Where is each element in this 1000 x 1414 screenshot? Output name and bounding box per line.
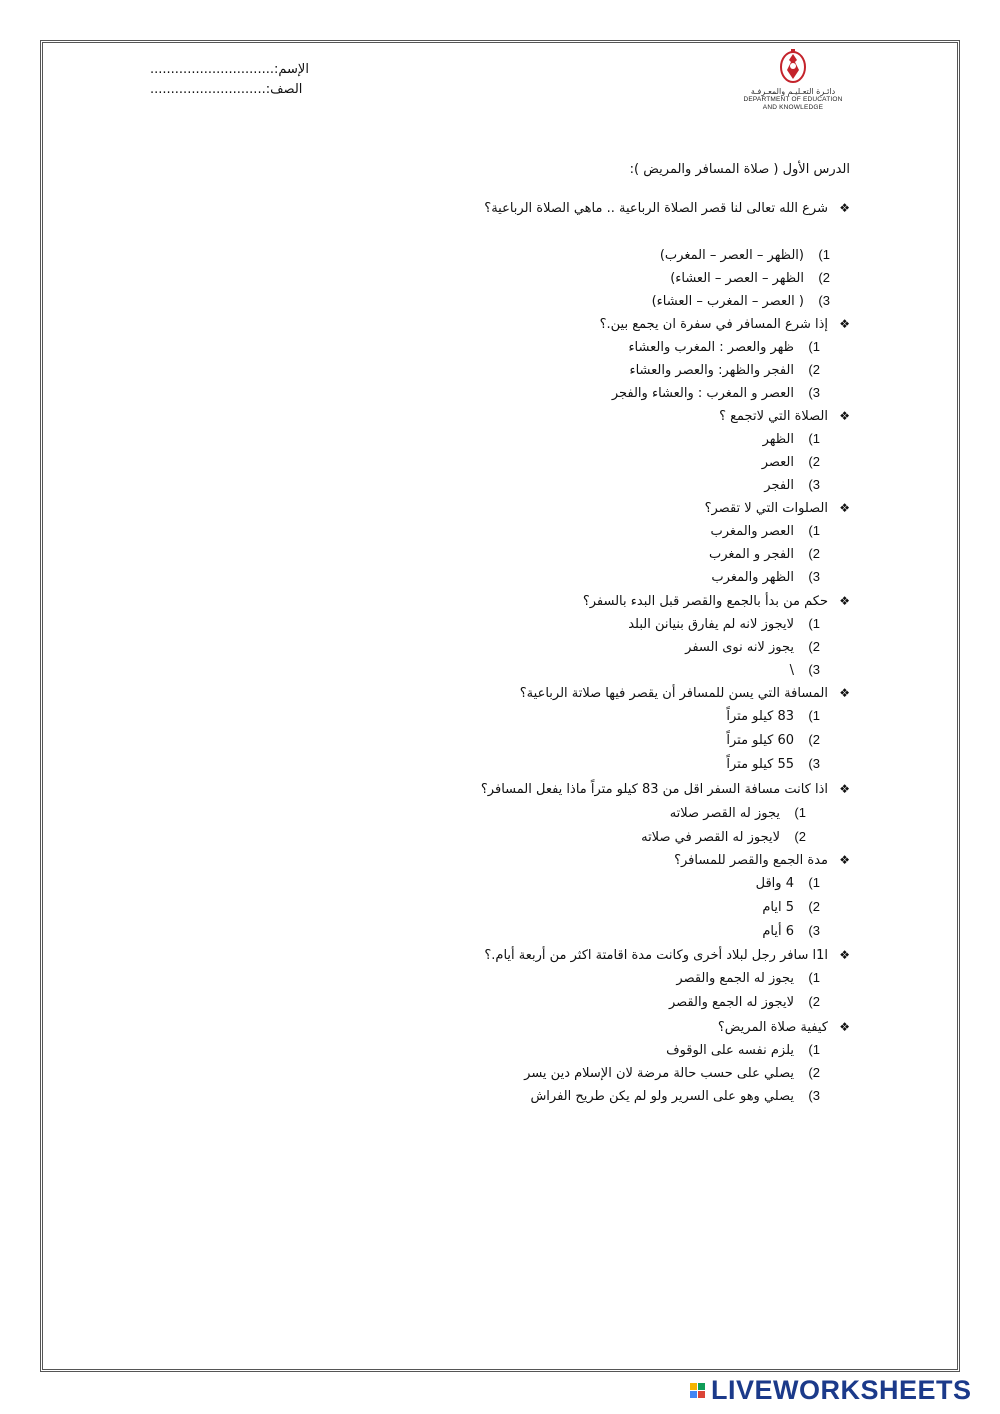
question-4-option-1[interactable] <box>711 521 820 541</box>
option-number: 1) <box>808 339 820 354</box>
question-10-option-2[interactable] <box>524 1063 820 1083</box>
question-text: إذا شرع المسافر في سفرة ان يجمع بين.؟ <box>599 317 828 332</box>
question-text: كيفية صلاة المريض؟ <box>717 1020 828 1035</box>
option-text: 55 كيلو متراً <box>726 757 794 772</box>
department-logo <box>738 46 848 126</box>
bullet-icon: ❖ <box>839 948 850 962</box>
option-text: \ <box>789 663 794 678</box>
question-10 <box>718 1017 850 1037</box>
question-5-option-2[interactable] <box>685 637 820 657</box>
lesson-title: الدرس الأول ( صلاة المسافر والمريض ): <box>629 162 850 177</box>
question-7-option-2[interactable] <box>641 827 806 847</box>
class-label: الصف: <box>265 82 303 97</box>
logo-square-3 <box>690 1391 697 1398</box>
option-number: 2) <box>808 362 820 377</box>
question-8-option-2[interactable] <box>762 897 820 917</box>
option-number: 1) <box>794 805 806 820</box>
option-text: 4 واقل <box>755 876 794 891</box>
option-number: 3) <box>808 1088 820 1103</box>
option-text: الظهر <box>762 432 794 447</box>
question-3-option-2[interactable] <box>762 452 820 472</box>
liveworksheets-logo-icon <box>690 1383 705 1398</box>
logo-arabic-text: دائـرة التعـليـم والمعـرفـة <box>750 87 836 96</box>
falcon-emblem-icon <box>778 46 808 86</box>
question-3-option-1[interactable] <box>763 429 820 449</box>
option-number: 1) <box>808 970 820 985</box>
liveworksheets-brand: LIVEWORKSHEETS <box>711 1374 972 1405</box>
option-text: الفجر والظهر: والعصر والعشاء <box>629 363 794 378</box>
option-number: 3) <box>808 756 820 771</box>
question-6-option-3[interactable] <box>726 754 820 774</box>
question-8-option-1[interactable] <box>756 873 820 893</box>
bullet-icon: ❖ <box>839 317 850 331</box>
question-2-option-2[interactable] <box>629 360 820 380</box>
question-4-option-3[interactable] <box>711 567 820 587</box>
option-text: الظهر والمغرب <box>711 570 794 585</box>
logo-english-line-1: DEPARTMENT OF EDUCATION <box>743 96 843 103</box>
question-8-option-3[interactable] <box>762 921 820 941</box>
option-text: 5 ايام <box>762 900 794 915</box>
class-field[interactable] <box>150 82 302 97</box>
question-9 <box>484 945 850 965</box>
option-text: 60 كيلو متراً <box>726 733 794 748</box>
option-number: 3) <box>808 477 820 492</box>
question-4-option-2[interactable] <box>709 544 820 564</box>
option-text: الفجر و المغرب <box>708 547 794 562</box>
question-3 <box>719 406 850 426</box>
name-field[interactable] <box>150 62 309 77</box>
bullet-icon: ❖ <box>839 409 850 423</box>
bullet-icon: ❖ <box>839 594 850 608</box>
option-number: 1) <box>808 875 820 890</box>
option-text: يجوز له القصر صلاته <box>669 806 780 821</box>
question-3-option-3[interactable] <box>764 475 820 495</box>
option-number: 3) <box>808 385 820 400</box>
option-number: 1) <box>808 523 820 538</box>
question-text: حكم من بدأ بالجمع والقصر قبل البدء بالسفر؟ <box>582 594 828 609</box>
logo-english-line-2: AND KNOWLEDGE <box>762 104 824 111</box>
question-text: الصلاة التي لاتجمع ؟ <box>719 409 828 424</box>
option-number: 3) <box>808 662 820 677</box>
question-10-option-3[interactable] <box>530 1086 820 1106</box>
liveworksheets-footer <box>690 1374 990 1406</box>
option-text: العصر <box>761 455 794 470</box>
bullet-icon: ❖ <box>839 782 850 796</box>
question-5-option-1[interactable] <box>628 614 820 634</box>
option-text: لايجوز له الجمع والقصر <box>668 995 794 1010</box>
option-number: 1) <box>808 708 820 723</box>
option-number: 1) <box>808 431 820 446</box>
logo-square-2 <box>698 1383 705 1390</box>
option-number: 2) <box>808 546 820 561</box>
question-7 <box>481 779 850 799</box>
question-5-option-3[interactable] <box>790 660 820 680</box>
option-number: 2) <box>808 732 820 747</box>
question-1-option-3[interactable] <box>652 291 830 311</box>
option-number: 1) <box>818 247 830 262</box>
option-text: الظهر – العصر – العشاء) <box>670 271 804 286</box>
question-6-option-2[interactable] <box>726 730 820 750</box>
question-7-option-1[interactable] <box>670 803 806 823</box>
option-text: 83 كيلو متراً <box>726 709 794 724</box>
bullet-icon: ❖ <box>839 1020 850 1034</box>
option-text: يلزم نفسه على الوقوف <box>666 1043 794 1058</box>
option-text: لايجوز لانه لم يفارق بنيانن البلد <box>628 617 794 632</box>
option-number: 2) <box>808 454 820 469</box>
question-9-option-1[interactable] <box>676 968 820 988</box>
option-number: 3) <box>818 293 830 308</box>
option-text: 6 أيام <box>762 924 794 939</box>
question-1-option-1[interactable] <box>660 245 830 265</box>
option-text: الفجر <box>764 478 794 493</box>
option-number: 2) <box>794 829 806 844</box>
option-text: ( العصر – المغرب – العشاء) <box>651 294 804 309</box>
bullet-icon: ❖ <box>839 853 850 867</box>
option-number: 1) <box>808 1042 820 1057</box>
option-number: 1) <box>808 616 820 631</box>
question-6 <box>520 683 850 703</box>
bullet-icon: ❖ <box>839 201 850 215</box>
option-number: 3) <box>808 569 820 584</box>
option-text: العصر والمغرب <box>710 524 794 539</box>
option-text: العصر و المغرب : والعشاء والفجر <box>611 386 794 401</box>
question-text: مدة الجمع والقصر للمسافر؟ <box>674 853 828 868</box>
name-label: الإسم: <box>273 62 309 77</box>
option-number: 2) <box>818 270 830 285</box>
question-8 <box>674 850 850 870</box>
question-10-option-1[interactable] <box>666 1040 820 1060</box>
option-text: يصلي وهو على السرير ولو لم يكن طريح الفراش <box>530 1089 794 1104</box>
logo-square-4 <box>698 1391 705 1398</box>
class-dots: ............................ <box>150 82 266 97</box>
page-border <box>40 40 960 1372</box>
option-text: (الظهر – العصر – المغرب) <box>659 248 804 263</box>
option-number: 2) <box>808 1065 820 1080</box>
option-text: يجوز لانه نوى السفر <box>685 640 794 655</box>
option-number: 2) <box>808 639 820 654</box>
question-text: شرع الله تعالى لنا قصر الصلاة الرباعية .. ماهي الصلاة الرباعية؟ <box>484 201 828 216</box>
option-number: 2) <box>808 994 820 1009</box>
question-2-option-1[interactable] <box>628 337 820 357</box>
bullet-icon: ❖ <box>839 501 850 515</box>
question-6-option-1[interactable] <box>726 706 820 726</box>
question-text: ا1ا سافر رجل لبلاد أخرى وكانت مدة اقامتة اكثر من أربعة أيام.؟ <box>484 948 828 963</box>
question-2 <box>600 314 850 334</box>
option-text: يجوز له الجمع والقصر <box>676 971 794 986</box>
option-number: 2) <box>808 899 820 914</box>
question-text: الصلوات التي لا تقصر؟ <box>704 501 828 516</box>
question-1 <box>484 198 850 218</box>
bullet-icon: ❖ <box>839 686 850 700</box>
option-text: ظهر والعصر : المغرب والعشاء <box>628 340 794 355</box>
question-4 <box>705 498 850 518</box>
question-2-option-3[interactable] <box>612 383 820 403</box>
question-text: المسافة التي يسن للمسافر أن يقصر فيها صلاتة الرباعية؟ <box>519 686 828 701</box>
question-9-option-2[interactable] <box>669 992 820 1012</box>
question-1-option-2[interactable] <box>670 268 830 288</box>
logo-square-1 <box>690 1383 697 1390</box>
question-5 <box>583 591 850 611</box>
option-number: 3) <box>808 923 820 938</box>
option-text: لايجوز له القصر في صلاته <box>641 830 780 845</box>
question-text: اذا كانت مسافة السفر اقل من 83 كيلو متراً ماذا يفعل المسافر؟ <box>480 782 828 797</box>
name-dots: .............................. <box>150 62 274 77</box>
option-text: يصلي على حسب حالة مرضة لان الإسلام دين يسر <box>524 1066 794 1081</box>
